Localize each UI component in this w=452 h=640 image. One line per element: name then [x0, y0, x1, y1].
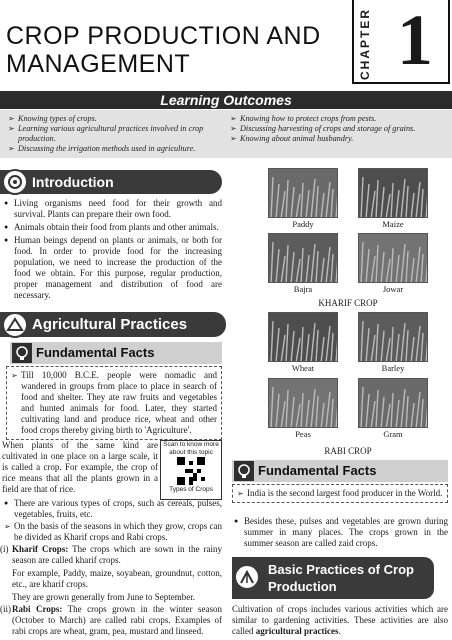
- fundamental-fact-text-2: ➢ India is the second largest food producer in the World.: [237, 488, 443, 499]
- introduction-bullets: [4, 198, 222, 301]
- introduction-icon: [2, 169, 28, 195]
- outcome-item: ➢ Knowing types of crops.: [8, 114, 223, 124]
- crop-label: Barley: [381, 363, 405, 373]
- outcome-item: ➢ Knowing about animal husbandry.: [230, 134, 448, 144]
- qr-caption: Types of Crops: [169, 486, 213, 493]
- crop-photo: [358, 233, 428, 283]
- learning-outcomes-left: [8, 114, 223, 154]
- outcome-item: ➢ Discussing the irrigation methods used in agriculture.: [8, 144, 223, 154]
- qr-text: Scan to know more about this topic: [163, 441, 219, 456]
- kharif-time: They are grown generally from June to September.: [12, 592, 195, 602]
- crop-label: Maize: [382, 219, 404, 229]
- crop-bullet: ➢ On the basis of the seasons in which they grow, crops can be divided as Kharif crops and Rabi crops.: [4, 521, 222, 543]
- qr-code-icon: [177, 457, 205, 485]
- crop-photo: [358, 312, 428, 362]
- agricultural-practices-heading: Agricultural Practices: [0, 312, 226, 337]
- kharif-def: The crops which are sown in the rainy season are called kharif crops.: [12, 544, 222, 565]
- crop-definition: When plants of the same kind are cultivated in one place on a large scale, it is called a crop. For example, the crop of rice means that all the plants grown in a field are that of rice.: [2, 440, 158, 494]
- basic-practices-text: Cultivation of crops includes various activities which are similar to gardening activities. These activities are also called agricultural practices.: [232, 604, 448, 636]
- agricultural-practices-term: agricultural practices: [255, 626, 339, 636]
- crop-label: Paddy: [292, 219, 314, 229]
- outcome-item: ➢ Discussing harvesting of crops and storage of grains.: [230, 124, 448, 134]
- crop-photo: [268, 312, 338, 362]
- rabi-label: (ii): [0, 604, 11, 614]
- crop-label: Bajra: [293, 284, 313, 294]
- crop-photo: [268, 233, 338, 283]
- bulb-icon: [234, 461, 254, 481]
- fundamental-fact-text: ➢ Till 10,000 B.C.E. people were nomadic and wandered in groups from place to place in search of food and shelter. They ate raw fruits and vegetables and hunted animals for food. Later, they started cultivating land and produce rice, wheat and other food crops thereby giving birth to 'Agriculture'.: [11, 370, 217, 436]
- chapter-number: 1: [397, 0, 433, 80]
- fundamental-facts-box-2: [232, 484, 448, 503]
- crop-bullet: ● There are various types of crops, such as cereals, pulses, vegetables, fruits, etc.: [4, 498, 222, 520]
- kharif-crop-caption: KHARIF CROP: [318, 298, 378, 308]
- crop-label: Jowar: [382, 284, 404, 294]
- kharif-term: Kharif Crops:: [12, 544, 69, 554]
- rabi-def: The crops grown in the winter season (October to March) are called rabi crops. Examples of rabi crops are wheat, gram, pea, mustard and linseed.: [12, 604, 223, 636]
- fundamental-facts-heading-2: Fundamental Facts: [232, 460, 448, 482]
- title-line-2: MANAGEMENT: [6, 50, 191, 78]
- rabi-term: Rabi Crops:: [12, 604, 63, 614]
- outcome-item: ➢ Learning various agricultural practices involved in crop production.: [8, 124, 223, 144]
- crop-photo: [268, 168, 338, 218]
- bulb-icon: [12, 343, 32, 363]
- learning-outcomes-right: [230, 114, 448, 144]
- zaid-bullet: ● Besides these, pulses and vegetables are grown during summer in many places. The crops grown in the summer season are called zaid crops.: [234, 516, 448, 549]
- outcome-item: ➢ Knowing how to protect crops from pests.: [230, 114, 448, 124]
- intro-bullet: ● Human beings depend on plants or animals, or both for food. In order to provide food for the increasing population, we need to increase the production of the food we obtain. For this purpose, regular production, proper management and distribution of food are necessary.: [4, 235, 222, 301]
- intro-bullet: ● Living organisms need food for their growth and survival. Plants can prepare their own food.: [4, 198, 222, 220]
- introduction-heading: Introduction: [0, 170, 222, 194]
- chapter-label: CHAPTER: [358, 7, 372, 81]
- agriculture-icon: [2, 312, 28, 338]
- crop-label: Gram: [383, 429, 403, 439]
- fundamental-facts-heading: Fundamental Facts: [10, 342, 222, 364]
- kharif-label: (i): [0, 544, 9, 554]
- crop-photo: [268, 378, 338, 428]
- qr-code-box[interactable]: [160, 440, 222, 500]
- rabi-definition: [0, 604, 222, 637]
- title-line-1: CROP PRODUCTION AND: [6, 22, 321, 50]
- kharif-definition: [0, 544, 222, 603]
- kharif-examples: For example, Paddy, maize, soyabean, groundnut, cotton, etc., are kharif crops.: [12, 568, 222, 589]
- chapter-title: [6, 22, 346, 78]
- basic-practices-heading: Basic Practices of Crop Production: [232, 557, 434, 599]
- crop-photo: [358, 378, 428, 428]
- basic-practices-icon: [234, 564, 260, 590]
- fundamental-facts-box: [6, 366, 222, 440]
- rabi-crop-caption: RABI CROP: [324, 446, 372, 456]
- crop-label: Wheat: [291, 363, 315, 373]
- crop-photo: [358, 168, 428, 218]
- crop-label: Peas: [295, 429, 311, 439]
- learning-outcomes-title: Learning Outcomes: [160, 92, 292, 108]
- intro-bullet: ● Animals obtain their food from plants and other animals.: [4, 222, 222, 233]
- crop-type-bullets: [4, 498, 222, 543]
